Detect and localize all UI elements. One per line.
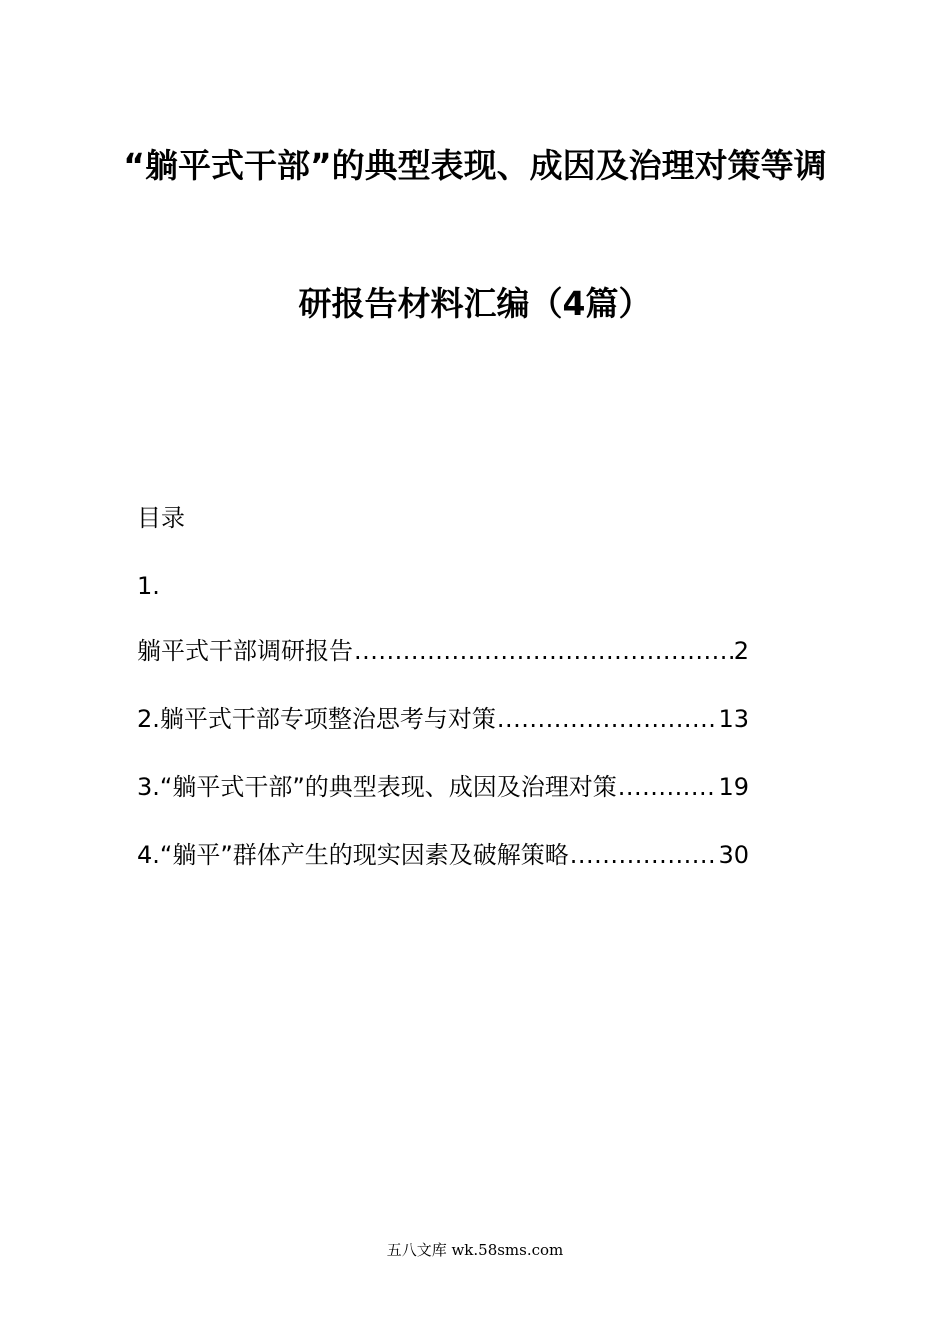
toc-entry-page-number: 2	[733, 637, 749, 665]
toc-entry-label: 3.“躺平式干部”的典型表现、成因及治理对策	[137, 773, 617, 801]
toc-dot-leader	[618, 772, 718, 802]
toc-entry-label: 躺平式干部调研报告	[137, 637, 353, 665]
toc-dot-leader	[354, 636, 733, 666]
toc-entry-2[interactable]	[137, 704, 749, 736]
document-title-line-1: “躺平式干部”的典型表现、成因及治理对策等调	[123, 146, 827, 185]
toc-dot-leader	[570, 840, 718, 870]
toc-entry-label: 2.躺平式干部专项整治思考与对策	[137, 705, 496, 733]
document-title-line-2: 研报告材料汇编（4篇）	[298, 284, 652, 323]
toc-entry-page-number: 13	[718, 705, 749, 733]
toc-dot-leader	[497, 704, 718, 734]
toc-entry-1-number: 1.	[137, 572, 160, 600]
page-footer-watermark: 五八文库 wk.58sms.com	[386, 1241, 564, 1259]
toc-entry-1[interactable]	[137, 636, 749, 668]
toc-entry-label: 4.“躺平”群体产生的现实因素及破解策略	[137, 841, 569, 869]
toc-entry-4[interactable]	[137, 840, 749, 872]
toc-heading: 目录	[137, 504, 185, 532]
toc-entry-3[interactable]	[137, 772, 749, 804]
toc-entry-page-number: 30	[718, 841, 749, 869]
toc-entry-page-number: 19	[718, 773, 749, 801]
